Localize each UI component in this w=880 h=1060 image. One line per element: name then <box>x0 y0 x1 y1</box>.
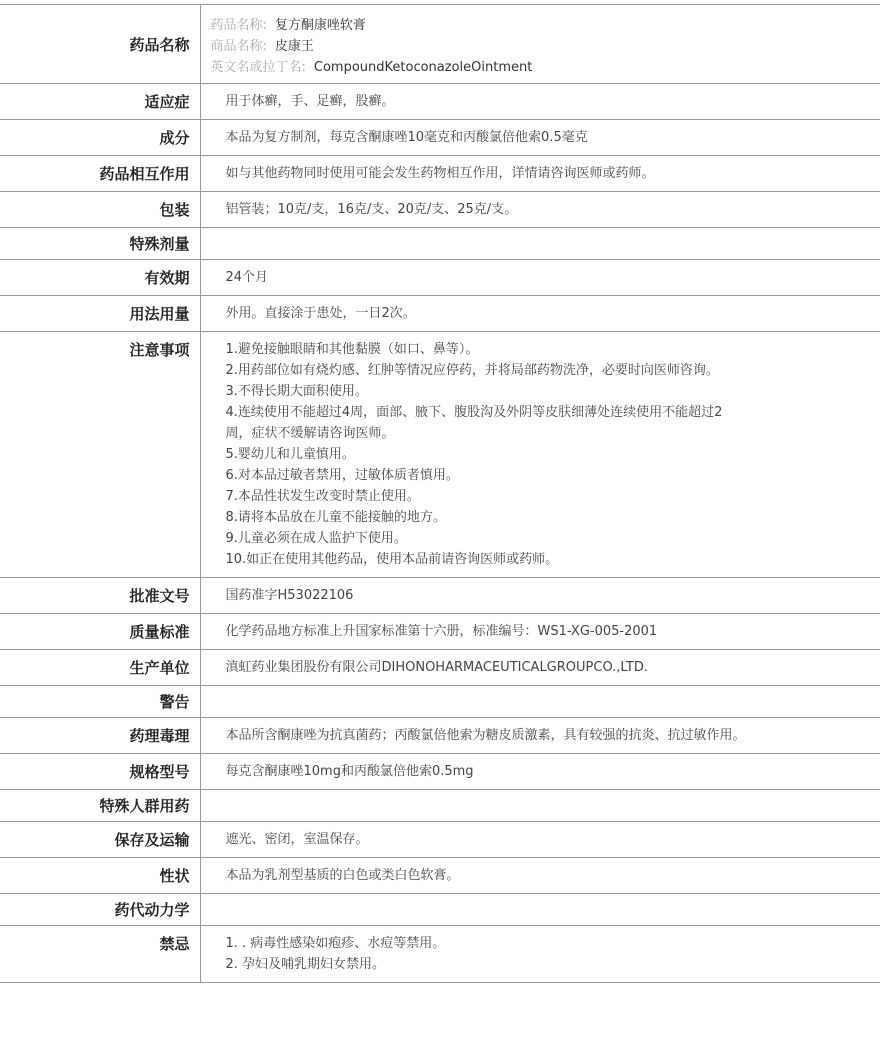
row-label: 成分 <box>0 120 200 156</box>
row-approval-number <box>0 578 880 614</box>
drug-spec-sheet <box>0 4 880 983</box>
row-value: 本品为乳剂型基质的白色或类白色软膏。 <box>200 858 880 894</box>
row-quality-standard <box>0 614 880 650</box>
row-drug-name <box>0 5 880 84</box>
generic-name-key: 药品名称: <box>210 18 267 33</box>
row-label: 药理毒理 <box>0 718 200 754</box>
row-precautions <box>0 332 880 578</box>
row-description <box>0 858 880 894</box>
precaution-item: 7.本品性状发生改变时禁止使用。 <box>225 489 420 504</box>
row-label: 药品相互作用 <box>0 156 200 192</box>
row-label: 特殊剂量 <box>0 228 200 260</box>
generic-name-line <box>211 15 871 36</box>
row-label: 性状 <box>0 858 200 894</box>
row-value: 外用。直接涂于患处，一日2次。 <box>200 296 880 332</box>
row-value: 国药准字H53022106 <box>200 578 880 614</box>
row-value: 化学药品地方标准上升国家标准第十六册，标准编号：WS1-XG-005-2001 <box>200 614 880 650</box>
english-name: CompoundKetoconazoleOintment <box>313 60 533 75</box>
precaution-item: 4.连续使用不能超过4周，面部、腋下、腹股沟及外阴等皮肤细薄处连续使用不能超过2 <box>225 405 723 420</box>
row-ingredients <box>0 120 880 156</box>
row-value: 用于体癣，手、足癣，股癣。 <box>200 84 880 120</box>
row-value: 铝管装；10克/支，16克/支、20克/支、25克/支。 <box>200 192 880 228</box>
row-value: 遮光、密闭，室温保存。 <box>200 822 880 858</box>
row-warning <box>0 686 880 718</box>
trade-name-line <box>211 36 871 57</box>
row-pharmacology <box>0 718 880 754</box>
row-value: 滇虹药业集团股份有限公司DIHONOHARMACEUTICALGROUPCO.,LTD. <box>200 650 880 686</box>
precaution-item: 10.如正在使用其他药品，使用本品前请咨询医师或药师。 <box>225 552 559 567</box>
trade-name: 皮康王 <box>274 39 314 54</box>
row-value: 如与其他药物同时使用可能会发生药物相互作用，详情请咨询医师或药师。 <box>200 156 880 192</box>
english-name-key: 英文名或拉丁名: <box>210 60 306 75</box>
trade-name-key: 商品名称: <box>210 39 267 54</box>
drug-spec-table <box>0 4 880 983</box>
row-label: 禁忌 <box>0 926 200 983</box>
precaution-item: 2.用药部位如有烧灼感、红肿等情况应停药，并将局部药物洗净，必要时向医师咨询。 <box>225 363 719 378</box>
drug-name-values <box>200 5 880 84</box>
row-value <box>200 894 880 926</box>
row-label: 特殊人群用药 <box>0 790 200 822</box>
row-value: 每克含酮康唑10mg和丙酸氯倍他索0.5mg <box>200 754 880 790</box>
row-value <box>200 686 880 718</box>
row-specification <box>0 754 880 790</box>
row-label: 保存及运输 <box>0 822 200 858</box>
contraindication-item: 2. 孕妇及哺乳期妇女禁用。 <box>225 957 386 972</box>
row-label: 警告 <box>0 686 200 718</box>
precaution-item: 8.请将本品放在儿童不能接触的地方。 <box>225 510 446 525</box>
row-label: 适应症 <box>0 84 200 120</box>
generic-name: 复方酮康唑软膏 <box>274 18 366 33</box>
english-name-line <box>211 57 871 78</box>
row-special-dosage <box>0 228 880 260</box>
contraindications-list <box>200 926 880 983</box>
row-value: 本品所含酮康唑为抗真菌药；丙酸氯倍他索为糖皮质激素，具有较强的抗炎、抗过敏作用。 <box>200 718 880 754</box>
precaution-item: 周，症状不缓解请咨询医师。 <box>225 426 395 441</box>
row-label: 质量标准 <box>0 614 200 650</box>
row-dosage <box>0 296 880 332</box>
row-pharmacokinetics <box>0 894 880 926</box>
row-indications <box>0 84 880 120</box>
row-label: 包装 <box>0 192 200 228</box>
row-value <box>200 790 880 822</box>
row-value: 本品为复方制剂，每克含酮康唑10毫克和丙酸氯倍他索0.5毫克 <box>200 120 880 156</box>
row-storage <box>0 822 880 858</box>
row-label: 批准文号 <box>0 578 200 614</box>
row-shelf-life <box>0 260 880 296</box>
row-label: 有效期 <box>0 260 200 296</box>
row-label: 生产单位 <box>0 650 200 686</box>
contraindication-item: 1. . 病毒性感染如疱疹、水痘等禁用。 <box>225 936 446 951</box>
precaution-item: 5.婴幼儿和儿童慎用。 <box>225 447 355 462</box>
precaution-item: 9.儿童必须在成人监护下使用。 <box>225 531 407 546</box>
row-label: 规格型号 <box>0 754 200 790</box>
precaution-item: 6.对本品过敏者禁用，过敏体质者慎用。 <box>225 468 459 483</box>
precautions-list <box>200 332 880 578</box>
row-label: 注意事项 <box>0 332 200 578</box>
precaution-item: 3.不得长期大面积使用。 <box>225 384 368 399</box>
row-label: 药品名称 <box>0 5 200 84</box>
row-interactions <box>0 156 880 192</box>
row-value <box>200 228 880 260</box>
row-label: 用法用量 <box>0 296 200 332</box>
precaution-item: 1.避免接触眼睛和其他黏膜（如口、鼻等）。 <box>225 342 479 357</box>
row-special-populations <box>0 790 880 822</box>
row-packaging <box>0 192 880 228</box>
row-manufacturer <box>0 650 880 686</box>
row-label: 药代动力学 <box>0 894 200 926</box>
row-contraindications <box>0 926 880 983</box>
row-value: 24个月 <box>200 260 880 296</box>
